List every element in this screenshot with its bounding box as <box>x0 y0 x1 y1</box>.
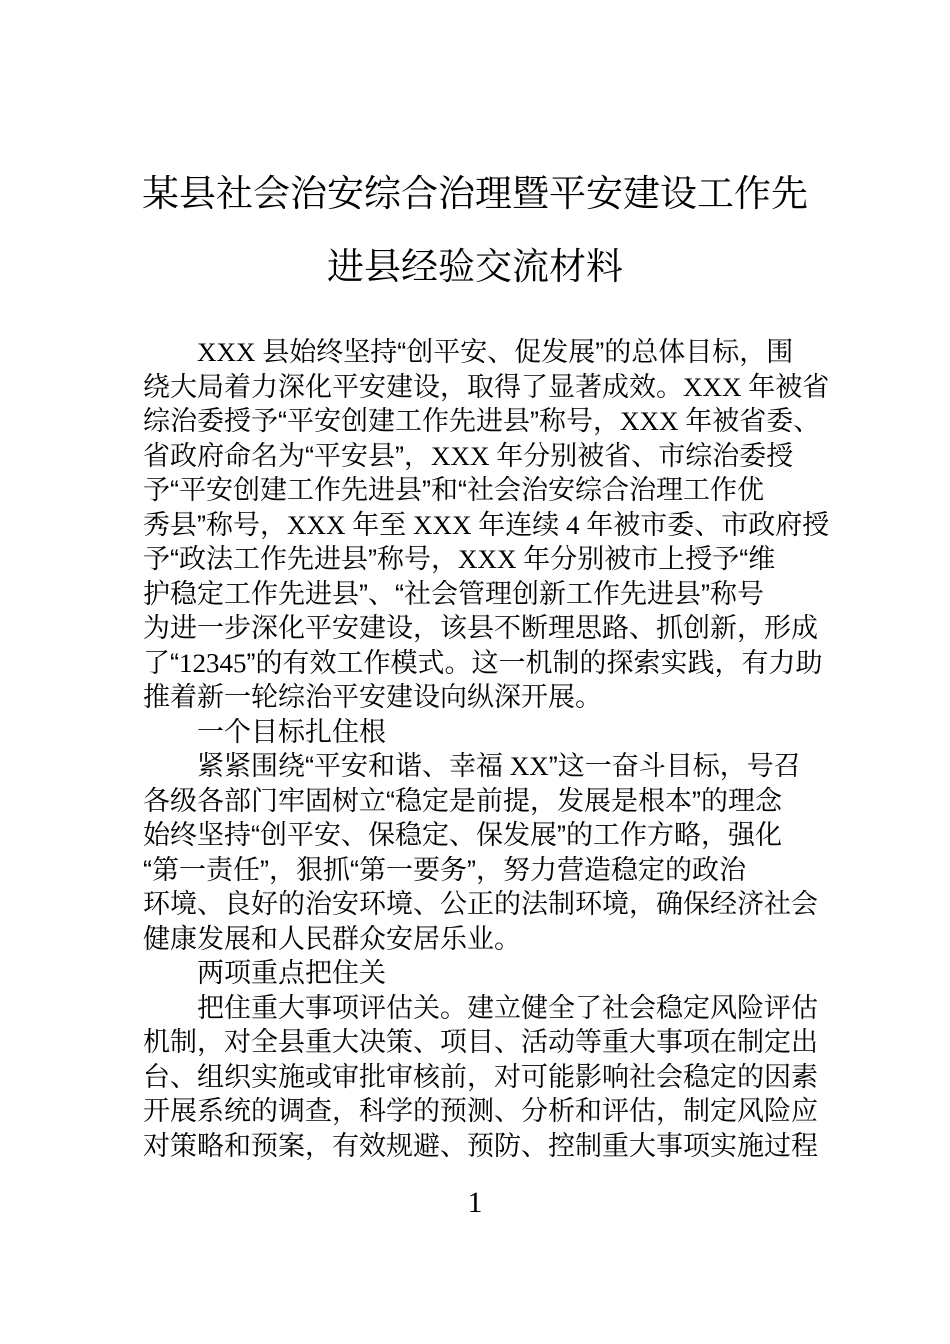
document-title <box>130 158 820 304</box>
title-line-1: 某县社会治安综合治理暨平安建设工作先 <box>142 174 808 215</box>
text-line: 省政府命名为“平安县”，XXX 年分别被省、市综治委授 <box>143 440 794 471</box>
text-line: 台、组织实施或审批审核前，对可能影响社会稳定的因素 <box>143 1061 818 1092</box>
text-line: 两项重点把住关 <box>197 958 386 988</box>
paragraph <box>143 335 835 715</box>
text-line: XXX 县始终坚持“创平安、促发展”的总体目标，围 <box>197 337 794 367</box>
document-body <box>143 335 835 1163</box>
section-heading <box>143 956 835 991</box>
text-line: 了“12345”的有效工作模式。这一机制的探索实践，有力助 <box>143 647 823 678</box>
text-line: 各级各部门牢固树立“稳定是前提，发展是根本”的理念 <box>143 785 782 816</box>
title-line-2: 进县经验交流材料 <box>327 247 623 288</box>
text-line: 予“政法工作先进县”称号，XXX 年分别被市上授予“维 <box>143 544 776 574</box>
paragraph <box>143 991 835 1164</box>
text-line: 绕大局着力深化平安建设，取得了显著成效。XXX 年被省 <box>143 371 830 402</box>
paragraph <box>143 749 835 956</box>
section-heading <box>143 715 835 750</box>
text-line: 开展系统的调查，科学的预测、分析和评估，制定风险应 <box>143 1096 818 1126</box>
text-line: 护稳定工作先进县”、“社会管理创新工作先进县”称号 <box>143 578 764 609</box>
text-line: 综治委授予“平安创建工作先进县”称号，XXX 年被省委、 <box>143 406 821 436</box>
text-line: 对策略和预案，有效规避、预防、控制重大事项实施过程 <box>143 1130 818 1161</box>
text-line: 为进一步深化平安建设，该县不断理思路、抓创新，形成 <box>143 613 818 643</box>
text-line: 把住重大事项评估关。建立健全了社会稳定风险评估 <box>197 992 818 1023</box>
text-line: 始终坚持“创平安、保稳定、保发展”的工作方略，强化 <box>143 820 782 850</box>
text-line: 紧紧围绕“平安和谐、幸福 XX”这一奋斗目标，号召 <box>197 751 801 781</box>
page-number: 1 <box>467 1186 483 1219</box>
text-line: 予“平安创建工作先进县”和“社会治安综合治理工作优 <box>143 475 764 505</box>
text-line: 机制，对全县重大决策、项目、活动等重大事项在制定出 <box>143 1027 818 1057</box>
text-line: 秀县”称号，XXX 年至 XXX 年连续 4 年被市委、市政府授 <box>143 509 830 540</box>
text-line: 一个目标扎住根 <box>197 716 386 747</box>
text-line: 健康发展和人民群众安居乐业。 <box>143 923 521 954</box>
text-line: 环境、良好的治安环境、公正的法制环境，确保经济社会 <box>143 889 818 919</box>
text-line: “第一责任”，狠抓“第一要务”，努力营造稳定的政治 <box>143 854 746 885</box>
text-line: 推着新一轮综治平安建设向纵深开展。 <box>143 682 602 712</box>
